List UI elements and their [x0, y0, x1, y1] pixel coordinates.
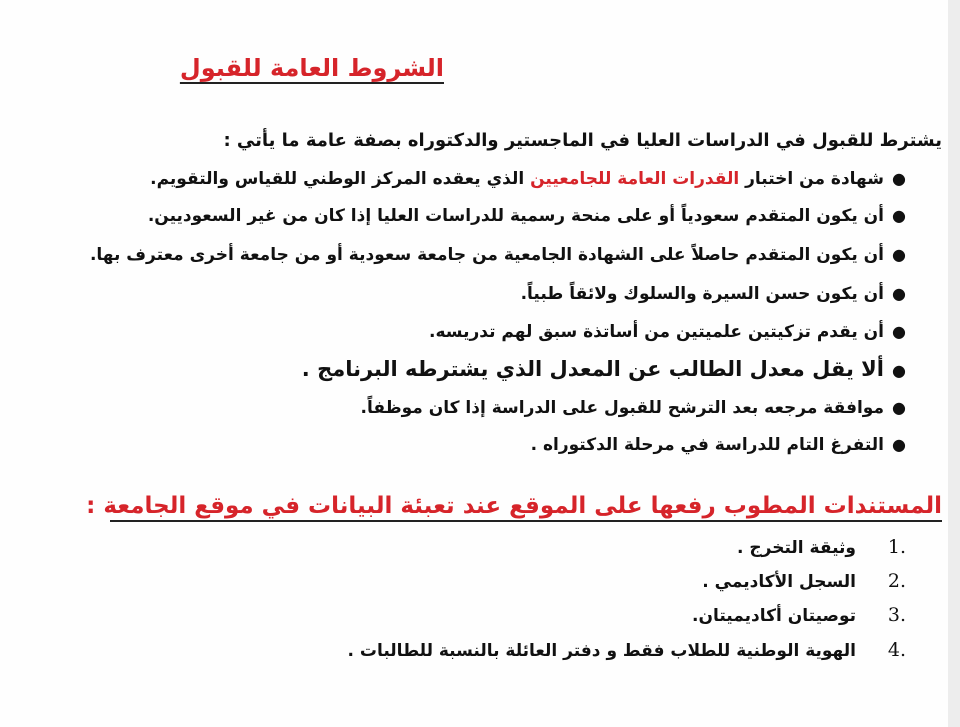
- bullet-icon: ●: [892, 284, 906, 303]
- item-number: 1.: [887, 536, 906, 558]
- document-text: الهوية الوطنية للطلاب فقط و دفتر العائلة بالنسبة للطالبات .: [347, 641, 856, 661]
- condition-item: [302, 352, 914, 388]
- page-edge: [948, 0, 960, 727]
- highlighted-term: القدرات العامة للجامعيين: [530, 169, 740, 189]
- bullet-icon: ●: [892, 361, 906, 380]
- condition-text: أن يكون حسن السيرة والسلوك ولائقاً طبياً.: [520, 284, 884, 304]
- bullet-icon: ●: [892, 169, 906, 188]
- item-number: 2.: [887, 570, 906, 592]
- document-text: السجل الأكاديمي .: [702, 572, 856, 592]
- document-item: [348, 633, 906, 668]
- condition-text: ألا يقل معدل الطالب عن المعدل الذي يشترطه البرنامج .: [301, 357, 884, 381]
- condition-text: أن يقدم تزكيتين علميتين من أساتذة سبق لهم تدريسه.: [429, 322, 884, 342]
- bullet-icon: ●: [892, 398, 906, 417]
- condition-item: [521, 277, 914, 311]
- document-item: [702, 564, 906, 599]
- condition-item: [148, 199, 914, 233]
- document-text: توصيتان أكاديميتان.: [692, 606, 856, 626]
- condition-item: [150, 162, 914, 196]
- page-title: الشروط العامة للقبول: [179, 54, 444, 82]
- item-number: 3.: [887, 604, 906, 626]
- heading-underline: [110, 520, 942, 522]
- bullet-icon: ●: [892, 206, 906, 225]
- condition-item: [90, 238, 914, 272]
- condition-text: موافقة مرجعه بعد الترشح للقبول على الدراسة إذا كان موظفاً.: [360, 398, 884, 418]
- bullet-icon: ●: [892, 322, 906, 341]
- condition-text: أن يكون المتقدم حاصلاً على الشهادة الجامعية من جامعة سعودية أو من جامعة أخرى معترف بها.: [89, 245, 884, 265]
- condition-item: [361, 391, 914, 425]
- condition-text: أن يكون المتقدم سعودياً أو على منحة رسمية للدراسات العليا إذا كان من غير السعوديين.: [147, 206, 884, 226]
- document-item: [737, 530, 906, 565]
- bullet-icon: ●: [892, 245, 906, 264]
- document-item: [692, 598, 906, 633]
- item-number: 4.: [887, 639, 906, 661]
- documents-heading: المستندات المطوب رفعها على الموقع عند تعبئة البيانات في موقع الجامعة :: [86, 493, 942, 519]
- document-text: وثيقة التخرج .: [737, 538, 856, 558]
- intro-text: يشترط للقبول في الدراسات العليا في الماجستير والدكتوراه بصفة عامة ما يأتي :: [223, 130, 942, 151]
- condition-text: التفرغ التام للدراسة في مرحلة الدكتوراه .: [530, 435, 884, 455]
- condition-item: [429, 315, 914, 349]
- condition-item: [531, 428, 914, 462]
- bullet-icon: ●: [892, 435, 906, 454]
- condition-text: شهادة من اختبار القدرات العامة للجامعيين الذي يعقده المركز الوطني للقياس والتقويم.: [150, 169, 884, 189]
